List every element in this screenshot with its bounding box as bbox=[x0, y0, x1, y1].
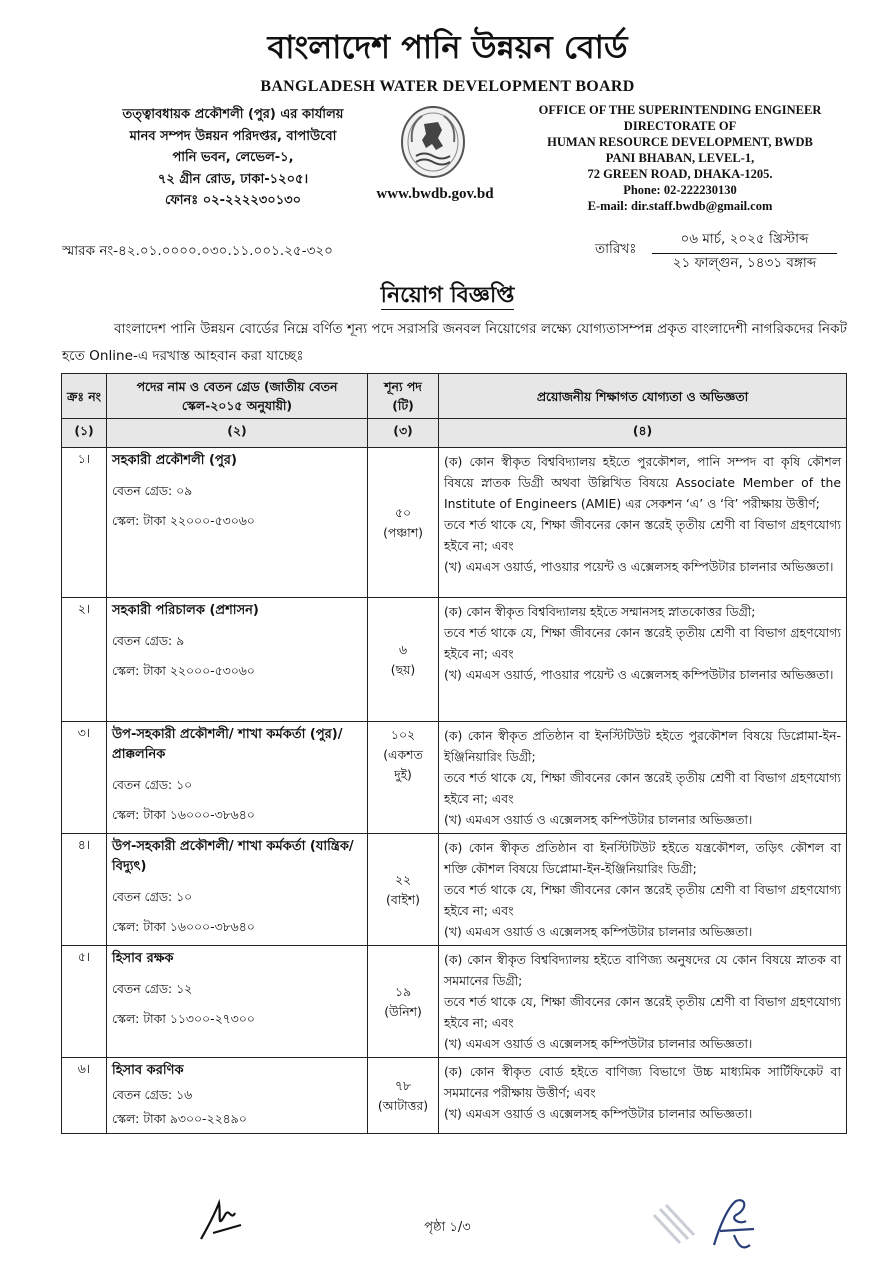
office-address-line: PANI BHABAN, LEVEL-1, bbox=[605, 151, 755, 165]
org-title-english: BANGLADESH WATER DEVELOPMENT BOARD bbox=[260, 78, 635, 95]
qualification-item: (ক) কোন স্বীকৃত বিশ্ববিদ্যালয় হইতে সম্মানসহ স্নাতকোত্তর ডিগ্রী; bbox=[444, 604, 756, 619]
office-address-line: ৭২ গ্রীন রোড, ঢাকা-১২০৫। bbox=[157, 171, 309, 187]
vacancy-count: ১৯ bbox=[394, 983, 412, 999]
pay-grade: বেতন গ্রেড: ১০ bbox=[112, 777, 193, 792]
pay-scale: স্কেল: টাকা ৯৩০০-২২৪৯০ bbox=[112, 1111, 247, 1126]
memo-reference: স্মারক নং-৪২.০১.০০০০.০৩০.১১.০০১.২৫-৩২০ bbox=[62, 243, 333, 259]
post-name: সহকারী পরিচালক (প্রশাসন) bbox=[112, 603, 259, 618]
header-serial: ক্রঃ নং bbox=[62, 374, 107, 419]
serial-cell: ৩। bbox=[62, 722, 107, 834]
qualification-cell bbox=[439, 946, 847, 1058]
vacancy-cell bbox=[368, 946, 439, 1058]
office-phone: ফোনঃ ০২-২২২২৩০১৩০ bbox=[164, 193, 302, 208]
qualification-item: (খ) এমএস ওয়ার্ড ও এক্সেলসহ কম্পিউটার চালনার অভিজ্ঞতা। bbox=[444, 1106, 753, 1121]
office-address-line: তত্ত্বাবধায়ক প্রকৌশলী (পুর) এর কার্যালয় bbox=[122, 107, 344, 122]
bwdb-logo bbox=[398, 104, 468, 182]
serial-cell: ৬। bbox=[62, 1058, 107, 1134]
office-address-line: 72 GREEN ROAD, DHAKA-1205. bbox=[587, 167, 773, 181]
qualification-item: (ক) কোন স্বীকৃত প্রতিষ্ঠান বা ইনস্টিটিউট হইতে যন্ত্রকৌশল, তড়িৎ কৌশল বা শক্তি কৌশল বিষয়ে ডিপ্লোমা-ইন-ইঞ্জিনিয়ারিং ডিগ্রী; bbox=[444, 840, 841, 876]
table-row bbox=[62, 946, 847, 1058]
vacancy-cell bbox=[368, 1058, 439, 1134]
vacancy-words: (উনিশ) bbox=[384, 1003, 422, 1019]
qualification-cell bbox=[439, 722, 847, 834]
pay-scale: স্কেল: টাকা ১৬০০০-৩৮৬৪০ bbox=[112, 919, 255, 934]
qualification-item: (ক) কোন স্বীকৃত বিশ্ববিদ্যালয় হইতে বাণিজ্য অনুষদের যে কোন বিষয়ে স্নাতক বা সমমানের ডিগ্রী; bbox=[444, 952, 841, 988]
notice-intro: বাংলাদেশ পানি উন্নয়ন বোর্ডের নিম্নে বর্ণিত শূন্য পদে সরাসরি জনবল নিয়োগের লক্ষ্যে যোগ্যতাসম্পন্ন প্রকৃত বাংলাদেশী নাগরিকদের নিকট হতে Online-এ দরখাস্ত আহবান করা যাচ্ছেঃ bbox=[62, 321, 847, 364]
org-title-bangla: বাংলাদেশ পানি উন্নয়ন বোর্ড bbox=[267, 28, 628, 66]
qualification-item: (খ) এমএস ওয়ার্ড ও এক্সেলসহ কম্পিউটার চালনার অভিজ্ঞতা। bbox=[444, 924, 753, 939]
index-cell: (৪) bbox=[439, 419, 847, 448]
office-email[interactable]: E-mail: dir.staff.bwdb@gmail.com bbox=[587, 199, 773, 213]
page-number: পৃষ্ঠা ১/৩ bbox=[424, 1220, 471, 1235]
serial-cell: ৪। bbox=[62, 834, 107, 946]
vacancy-count: ২২ bbox=[394, 871, 412, 887]
office-address-line: পানি ভবন, লেভেল-১, bbox=[172, 150, 294, 165]
pay-scale: স্কেল: টাকা ২২০০০-৫৩০৬০ bbox=[112, 663, 255, 678]
header-qualification: প্রয়োজনীয় শিক্ষাগত যোগ্যতা ও অভিজ্ঞতা bbox=[439, 374, 847, 419]
qualification-item: তবে শর্ত থাকে যে, শিক্ষা জীবনের কোন স্তরেই তৃতীয় শ্রেণী বা বিভাগ গ্রহণযোগ্য হইবে না; এবং bbox=[444, 517, 841, 553]
pay-grade: বেতন গ্রেড: ১২ bbox=[112, 981, 193, 996]
post-cell bbox=[107, 448, 368, 598]
table-row bbox=[62, 1058, 847, 1134]
table-row bbox=[62, 598, 847, 722]
office-address-english bbox=[520, 102, 840, 214]
index-cell: (১) bbox=[62, 419, 107, 448]
table-row bbox=[62, 834, 847, 946]
vacancy-words: (একশত দুই) bbox=[383, 747, 423, 782]
notice-title-text: নিয়োগ বিজ্ঞপ্তি bbox=[380, 283, 515, 308]
vacancy-cell bbox=[368, 834, 439, 946]
qualification-item: (খ) এমএস ওয়ার্ড, পাওয়ার পয়েন্ট ও এক্সেলসহ কম্পিউটার চালনার অভিজ্ঞতা। bbox=[444, 667, 834, 682]
vacancy-cell bbox=[368, 722, 439, 834]
office-phone-english: Phone: 02-222230130 bbox=[623, 183, 737, 197]
index-cell: (২) bbox=[107, 419, 368, 448]
date-bangla: ২১ ফাল্গুন, ১৪৩১ বঙ্গাব্দ bbox=[672, 255, 817, 271]
qualification-item: (ক) কোন স্বীকৃত বিশ্ববিদ্যালয় হইতে পুরকৌশল, পানি সম্পদ বা কৃষি কৌশল বিষয়ে স্নাতক ডিগ্রী অথবা উল্লিখিত বিষয়ে Associate Member of the Institute of Engineers (AMIE) এর সেকশন ‘এ’ ও ‘বি’ পরীক্ষায় উত্তীর্ণ; bbox=[444, 454, 841, 511]
table-index-row bbox=[62, 419, 847, 448]
table-header-row bbox=[62, 374, 847, 419]
office-address-line: মানব সম্পদ উন্নয়ন পরিদপ্তর, বাপাউবো bbox=[129, 128, 337, 144]
notice-title bbox=[0, 278, 895, 315]
post-cell bbox=[107, 598, 368, 722]
vacancy-cell bbox=[368, 598, 439, 722]
pay-grade: বেতন গ্রেড: ৯ bbox=[112, 633, 185, 648]
header-vacancy: শূন্য পদ (টি) bbox=[368, 374, 439, 419]
table-row bbox=[62, 722, 847, 834]
qualification-item: তবে শর্ত থাকে যে, শিক্ষা জীবনের কোন স্তরেই তৃতীয় শ্রেণী বা বিভাগ গ্রহণযোগ্য হইবে না; এবং bbox=[444, 882, 841, 918]
date-gregorian: ০৬ মার্চ, ২০২৫ খ্রিস্টাব্দ bbox=[652, 228, 837, 254]
post-cell bbox=[107, 834, 368, 946]
qualification-cell bbox=[439, 834, 847, 946]
vacancy-count: ৬ bbox=[398, 641, 408, 657]
signature-right bbox=[650, 1195, 770, 1259]
qualification-item: তবে শর্ত থাকে যে, শিক্ষা জীবনের কোন স্তরেই তৃতীয় শ্রেণী বা বিভাগ গ্রহণযোগ্য হইবে না; এবং bbox=[444, 994, 841, 1030]
qualification-item: (খ) এমএস ওয়ার্ড ও এক্সেলসহ কম্পিউটার চালনার অভিজ্ঞতা। bbox=[444, 1036, 753, 1051]
office-address-line: OFFICE OF THE SUPERINTENDING ENGINEER bbox=[538, 103, 822, 117]
table-row bbox=[62, 448, 847, 598]
qualification-item: (খ) এমএস ওয়ার্ড ও এক্সেলসহ কম্পিউটার চালনার অভিজ্ঞতা। bbox=[444, 812, 753, 827]
vacancy-words: (পঞ্চাশ) bbox=[383, 524, 423, 540]
qualification-cell bbox=[439, 598, 847, 722]
vacancy-words: (ছয়) bbox=[390, 661, 416, 677]
office-address-bangla bbox=[88, 104, 378, 212]
website-link[interactable]: www.bwdb.gov.bd bbox=[376, 186, 494, 202]
post-name: সহকারী প্রকৌশলী (পুর) bbox=[112, 453, 237, 468]
serial-cell: ৫। bbox=[62, 946, 107, 1058]
post-cell bbox=[107, 946, 368, 1058]
qualification-item: তবে শর্ত থাকে যে, শিক্ষা জীবনের কোন স্তরেই তৃতীয় শ্রেণী বা বিভাগ গ্রহণযোগ্য হইবে না; এবং bbox=[444, 625, 841, 661]
index-cell: (৩) bbox=[368, 419, 439, 448]
pay-scale: স্কেল: টাকা ১৬০০০-৩৮৬৪০ bbox=[112, 807, 255, 822]
qualification-cell bbox=[439, 448, 847, 598]
qualification-item: তবে শর্ত থাকে যে, শিক্ষা জীবনের কোন স্তরেই তৃতীয় শ্রেণী বা বিভাগ গ্রহণযোগ্য হইবে না; এবং bbox=[444, 770, 841, 806]
post-name: উপ-সহকারী প্রকৌশলী/ শাখা কর্মকর্তা (পুর)/প্রাক্কলনিক bbox=[112, 727, 343, 762]
vacancy-words: (আটাত্তর) bbox=[377, 1097, 429, 1113]
qualification-item: (ক) কোন স্বীকৃত প্রতিষ্ঠান বা ইনস্টিটিউট হইতে পুরকৌশল বিষয়ে ডিপ্লোমা-ইন-ইঞ্জিনিয়ারিং ডিগ্রী; bbox=[444, 728, 841, 764]
post-cell bbox=[107, 722, 368, 834]
pay-grade: বেতন গ্রেড: ১৬ bbox=[112, 1087, 193, 1102]
post-name: হিসাব করণিক bbox=[112, 1063, 184, 1078]
qualification-item: (ক) কোন স্বীকৃত বোর্ড হইতে বাণিজ্য বিভাগে উচ্চ মাধ্যমিক সার্টিফিকেট বা সমমানের পরীক্ষায় উত্তীর্ণ; এবং bbox=[444, 1064, 841, 1100]
post-cell bbox=[107, 1058, 368, 1134]
vacancy-count: ১০২ bbox=[390, 727, 416, 742]
pay-scale: স্কেল: টাকা ১১৩০০-২৭৩০০ bbox=[112, 1011, 255, 1026]
pay-grade: বেতন গ্রেড: ১০ bbox=[112, 889, 193, 904]
vacancy-cell bbox=[368, 448, 439, 598]
vacancy-words: (বাইশ) bbox=[386, 891, 420, 907]
qualification-cell bbox=[439, 1058, 847, 1134]
date-label: তারিখঃ bbox=[595, 241, 637, 257]
pay-scale: স্কেল: টাকা ২২০০০-৫৩০৬০ bbox=[112, 513, 255, 528]
office-address-line: HUMAN RESOURCE DEVELOPMENT, BWDB bbox=[547, 135, 813, 149]
header-post: পদের নাম ও বেতন গ্রেড (জাতীয় বেতন স্কেল-২০১৫ অনুযায়ী) bbox=[107, 374, 368, 419]
serial-cell: ২। bbox=[62, 598, 107, 722]
qualification-item: (খ) এমএস ওয়ার্ড, পাওয়ার পয়েন্ট ও এক্সেলসহ কম্পিউটার চালনার অভিজ্ঞতা। bbox=[444, 559, 834, 574]
post-name: উপ-সহকারী প্রকৌশলী/ শাখা কর্মকর্তা (যান্ত্রিক/বিদ্যুৎ) bbox=[112, 839, 354, 874]
vacancy-table bbox=[61, 373, 847, 1134]
pay-grade: বেতন গ্রেড: ০৯ bbox=[112, 483, 193, 498]
vacancy-count: ৭৮ bbox=[394, 1077, 412, 1093]
vacancy-count: ৫০ bbox=[394, 504, 412, 520]
serial-cell: ১। bbox=[62, 448, 107, 598]
post-name: হিসাব রক্ষক bbox=[112, 951, 174, 966]
office-address-line: DIRECTORATE OF bbox=[623, 119, 737, 133]
